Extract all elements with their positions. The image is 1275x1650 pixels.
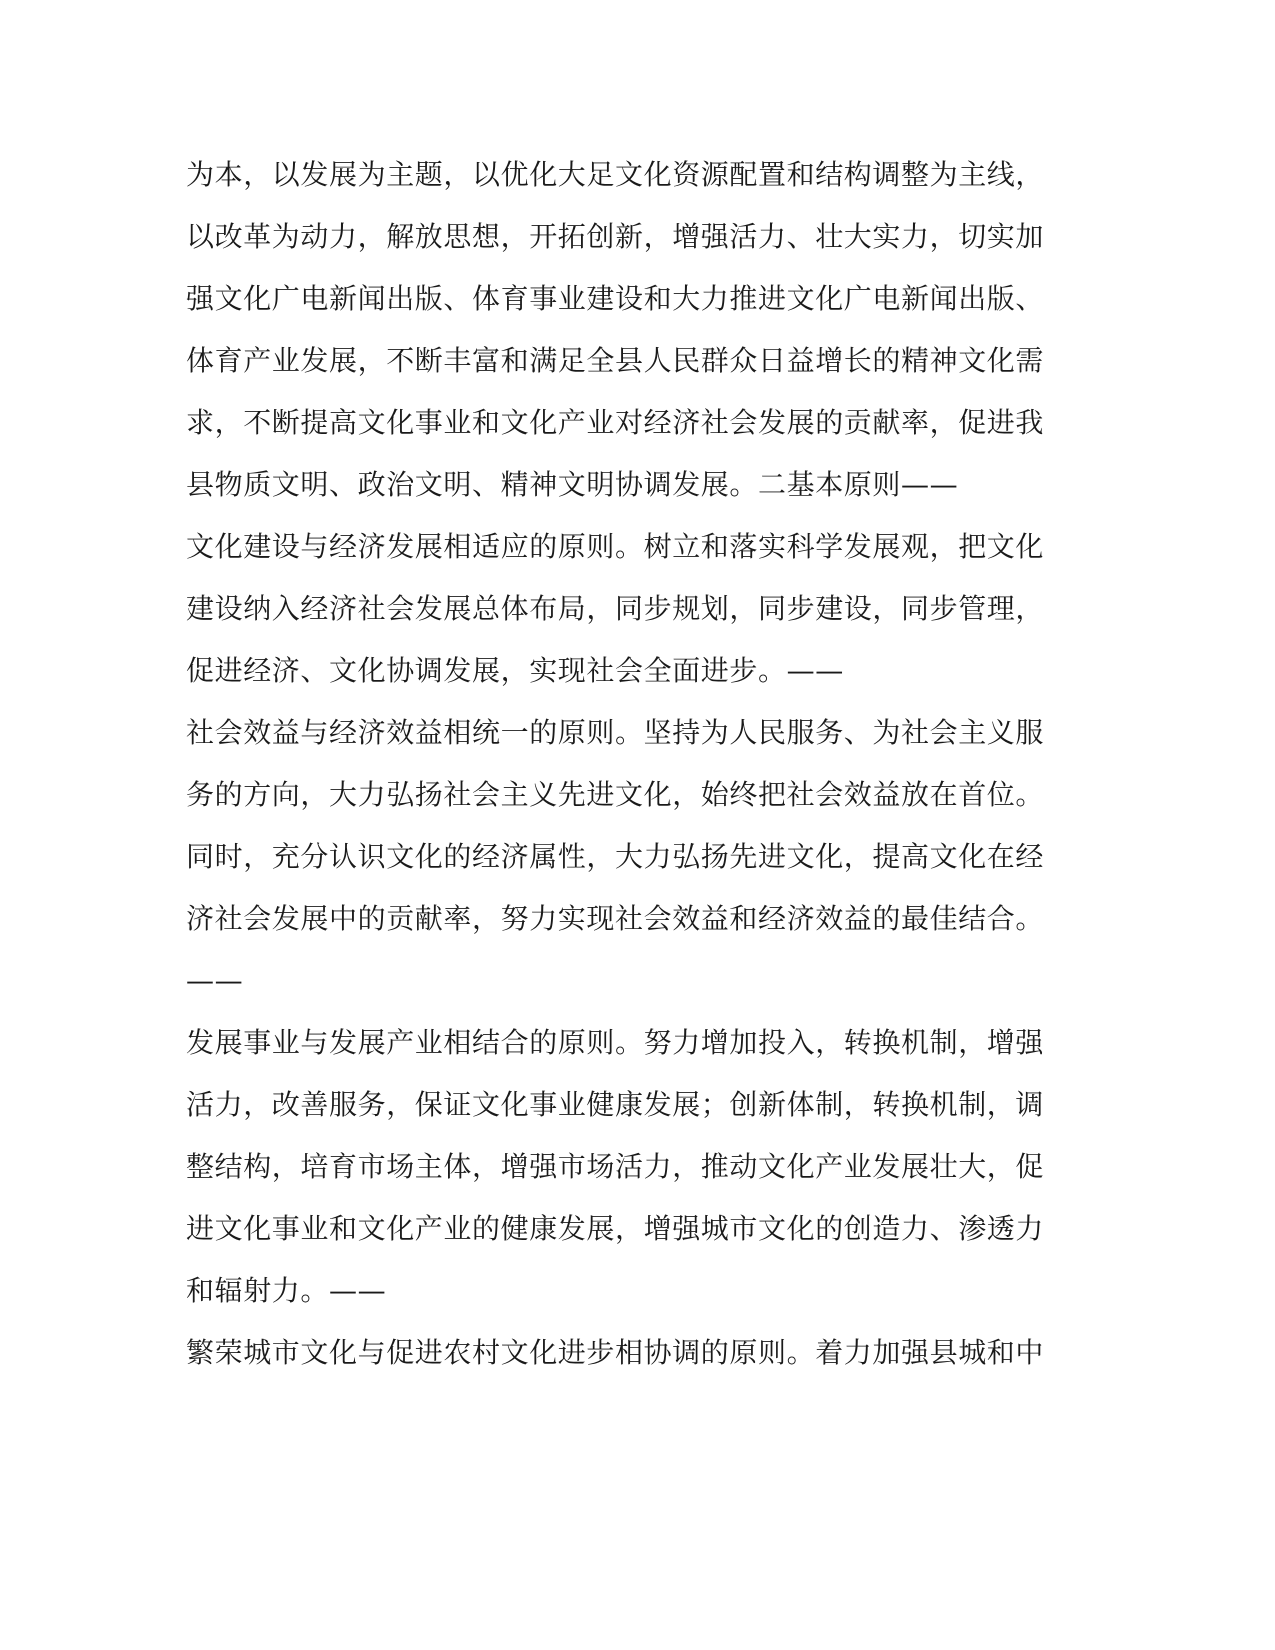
text-line: 强文化广电新闻出版、体育事业建设和大力推进文化广电新闻出版、 (186, 282, 1045, 315)
text-line: 社会效益与经济效益相统一的原则。坚持为人民服务、为社会主义服 (186, 716, 1045, 749)
text-line: 促进经济、文化协调发展，实现社会全面进步。—— (186, 654, 844, 687)
text-line: 体育产业发展，不断丰富和满足全县人民群众日益增长的精神文化需 (186, 344, 1045, 377)
text-line: 和辐射力。—— (186, 1274, 387, 1307)
text-line: 活力，改善服务，保证文化事业健康发展；创新体制，转换机制，调 (186, 1088, 1045, 1121)
text-line: 求，不断提高文化事业和文化产业对经济社会发展的贡献率，促进我 (186, 406, 1045, 439)
text-line: 发展事业与发展产业相结合的原则。努力增加投入，转换机制，增强 (186, 1026, 1045, 1059)
text-line: 文化建设与经济发展相适应的原则。树立和落实科学发展观，把文化 (186, 530, 1045, 563)
text-line: 为本，以发展为主题，以优化大足文化资源配置和结构调整为主线， (186, 158, 1045, 191)
text-line: 济社会发展中的贡献率，努力实现社会效益和经济效益的最佳结合。 (186, 902, 1045, 935)
text-line: 同时，充分认识文化的经济属性，大力弘扬先进文化，提高文化在经 (186, 840, 1045, 873)
text-line: 以改革为动力，解放思想，开拓创新，增强活力、壮大实力，切实加 (186, 220, 1045, 253)
text-line: 县物质文明、政治文明、精神文明协调发展。二基本原则—— (186, 468, 959, 501)
text-line: 务的方向，大力弘扬社会主义先进文化，始终把社会效益放在首位。 (186, 778, 1045, 811)
text-line: 繁荣城市文化与促进农村文化进步相协调的原则。着力加强县城和中 (186, 1336, 1045, 1369)
text-line: 整结构，培育市场主体，增强市场活力，推动文化产业发展壮大，促 (186, 1150, 1045, 1183)
text-line: —— (186, 964, 244, 997)
text-line: 建设纳入经济社会发展总体布局，同步规划，同步建设，同步管理， (186, 592, 1045, 625)
text-line: 进文化事业和文化产业的健康发展，增强城市文化的创造力、渗透力 (186, 1212, 1045, 1245)
